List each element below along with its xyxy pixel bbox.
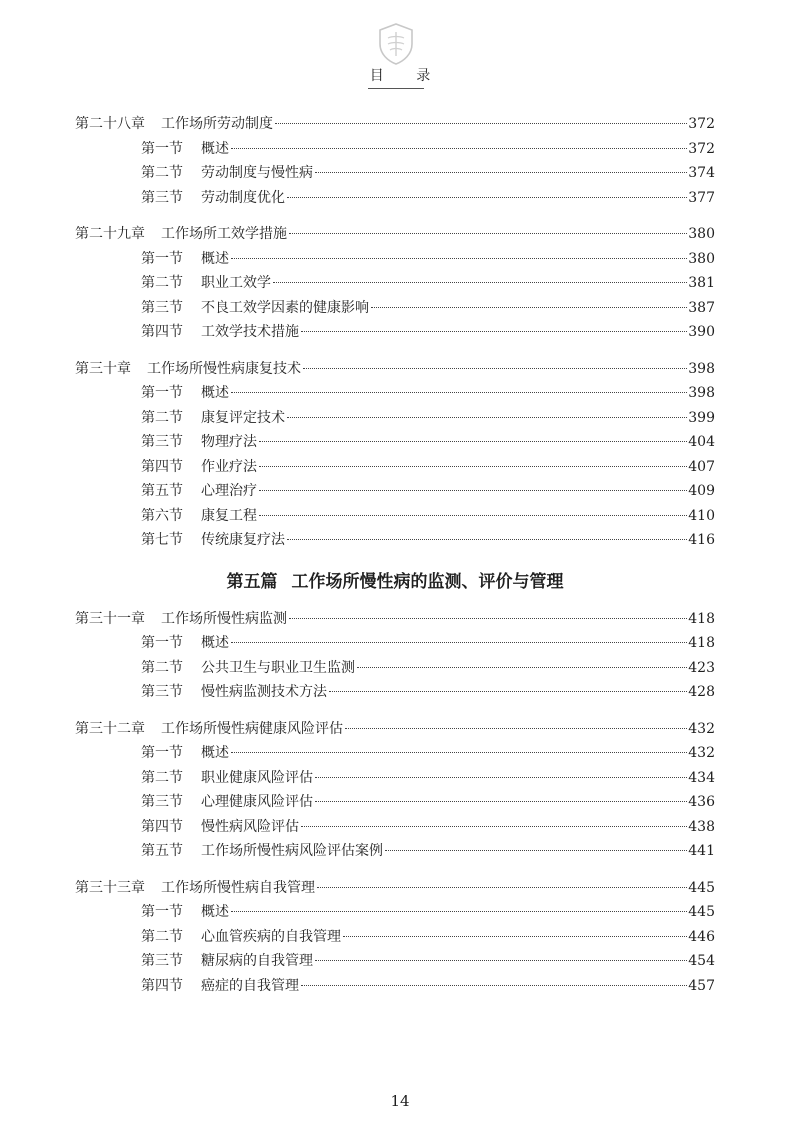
- section-entry[interactable]: [75, 186, 715, 211]
- section-entry-title: 传统康复疗法: [201, 532, 285, 548]
- section-entry-number: 第一节: [141, 140, 183, 157]
- chapter-entry-page: 445: [688, 879, 715, 896]
- page-number: 14: [390, 1092, 410, 1110]
- section-entry-heading: [141, 430, 257, 455]
- chapter-entry-heading: [75, 717, 343, 742]
- section-entry-page: 418: [688, 635, 715, 651]
- chapter-entry-heading: [75, 222, 287, 247]
- section-entry-number: 第三节: [141, 299, 183, 316]
- section-entry-page: 423: [688, 659, 715, 676]
- section-entry-title: 工作场所慢性病风险评估案例: [201, 843, 383, 859]
- dot-leader: [303, 368, 687, 369]
- chapter-entry-number: 第三十二章: [75, 720, 145, 737]
- section-entry-title: 心理健康风险评估: [201, 794, 313, 810]
- chapter-entry[interactable]: [75, 222, 715, 247]
- section-entry-page: 380: [688, 250, 715, 267]
- section-entry-number: 第三节: [141, 434, 183, 450]
- section-entry-number: 第三节: [141, 953, 183, 969]
- section-entry[interactable]: [75, 656, 715, 681]
- section-entry-number: 第二节: [141, 165, 183, 181]
- section-entry[interactable]: [75, 631, 715, 656]
- section-entry-number: 第二节: [141, 275, 183, 291]
- section-entry[interactable]: [75, 528, 715, 553]
- section-entry-heading: [141, 455, 257, 480]
- section-entry-page: 387: [688, 299, 715, 316]
- section-entry-title: 心理治疗: [201, 483, 257, 499]
- dot-leader: [287, 539, 687, 540]
- section-entry-number: 第五节: [141, 843, 183, 859]
- section-entry[interactable]: [75, 741, 715, 766]
- chapter-entry-page: 372: [688, 116, 715, 132]
- dot-leader: [329, 691, 687, 692]
- chapter-entry[interactable]: [75, 607, 715, 632]
- section-entry-page: 434: [688, 769, 715, 786]
- section-entry[interactable]: [75, 320, 715, 345]
- section-entry[interactable]: [75, 296, 715, 321]
- dot-leader: [231, 642, 687, 643]
- section-entry-heading: [141, 296, 369, 321]
- chapter-entry-page: 380: [688, 226, 715, 242]
- section-entry-title: 物理疗法: [201, 434, 257, 450]
- section-entry-title: 工效学技术措施: [201, 324, 299, 340]
- dot-leader: [301, 985, 687, 986]
- chapter-entry-title: 工作场所慢性病监测: [161, 610, 287, 627]
- section-entry-title: 心血管疾病的自我管理: [201, 928, 341, 945]
- section-entry-page: 404: [688, 434, 715, 450]
- section-entry-title: 概述: [201, 385, 229, 401]
- section-entry[interactable]: [75, 925, 715, 950]
- dot-leader: [259, 515, 687, 516]
- section-entry[interactable]: [75, 815, 715, 840]
- dot-leader: [289, 618, 687, 619]
- chapter-block: [75, 222, 715, 345]
- chapter-entry[interactable]: [75, 876, 715, 901]
- section-entry-page: 407: [688, 458, 715, 475]
- chapter-entry-title: 工作场所劳动制度: [161, 116, 273, 132]
- chapter-block: [75, 717, 715, 864]
- section-entry-heading: [141, 900, 229, 925]
- section-entry-heading: [141, 406, 285, 431]
- section-entry[interactable]: [75, 766, 715, 791]
- shield-emblem-icon: [376, 22, 416, 66]
- section-entry-title: 职业健康风险评估: [201, 769, 313, 786]
- section-entry-title: 康复工程: [201, 507, 257, 524]
- section-entry-number: 第三节: [141, 684, 183, 700]
- section-entry-title: 概述: [201, 140, 229, 157]
- dot-leader: [315, 801, 687, 802]
- dot-leader: [231, 258, 687, 259]
- section-entry-page: 390: [688, 324, 715, 340]
- section-entry-title: 职业工效学: [201, 275, 271, 291]
- section-entry-heading: [141, 381, 229, 406]
- section-entry[interactable]: [75, 790, 715, 815]
- section-entry[interactable]: [75, 680, 715, 705]
- part-title: 工作场所慢性病的监测、评价与管理: [291, 571, 564, 592]
- section-entry-page: 377: [688, 189, 715, 206]
- section-entry-heading: [141, 656, 355, 681]
- section-entry-title: 癌症的自我管理: [201, 977, 299, 994]
- section-entry-page: 441: [688, 843, 715, 859]
- dot-leader: [301, 331, 687, 332]
- section-entry-heading: [141, 949, 313, 974]
- dot-leader: [259, 490, 687, 491]
- section-entry-page: 399: [688, 409, 715, 426]
- section-entry-number: 第七节: [141, 532, 183, 548]
- section-entry[interactable]: [75, 406, 715, 431]
- section-entry-number: 第一节: [141, 250, 183, 267]
- section-entry-heading: [141, 137, 229, 162]
- chapter-entry-title: 工作场所慢性病自我管理: [161, 879, 315, 896]
- section-entry-title: 不良工效学因素的健康影响: [201, 299, 369, 316]
- section-entry-heading: [141, 247, 229, 272]
- toc-group-before-part: [75, 112, 715, 553]
- dot-leader: [385, 850, 687, 851]
- chapter-entry-heading: [75, 876, 315, 901]
- part-heading: [75, 565, 715, 599]
- chapter-entry-page: 432: [688, 720, 715, 737]
- chapter-entry-number: 第三十章: [75, 360, 131, 377]
- section-entry[interactable]: [75, 479, 715, 504]
- dot-leader: [343, 936, 687, 937]
- section-entry-number: 第四节: [141, 458, 183, 475]
- table-of-contents: [75, 112, 715, 1010]
- section-entry-page: 410: [688, 507, 715, 524]
- dot-leader: [231, 148, 687, 149]
- section-entry-number: 第四节: [141, 324, 183, 340]
- section-entry-title: 概述: [201, 250, 229, 267]
- section-entry[interactable]: [75, 839, 715, 864]
- section-entry-title: 作业疗法: [201, 458, 257, 475]
- section-entry[interactable]: [75, 247, 715, 272]
- chapter-entry-number: 第二十八章: [75, 116, 145, 132]
- section-entry-number: 第二节: [141, 659, 183, 676]
- section-entry-heading: [141, 925, 341, 950]
- section-entry-page: 409: [688, 483, 715, 499]
- section-entry-title: 公共卫生与职业卫生监测: [201, 659, 355, 676]
- section-entry-page: 432: [688, 745, 715, 761]
- header-rule: [368, 88, 424, 89]
- section-entry-heading: [141, 161, 313, 186]
- chapter-entry-number: 第三十三章: [75, 879, 145, 896]
- chapter-block: [75, 112, 715, 210]
- dot-leader: [287, 197, 687, 198]
- chapter-block: [75, 607, 715, 705]
- section-entry-heading: [141, 631, 229, 656]
- chapter-entry-page: 398: [688, 360, 715, 377]
- section-entry-heading: [141, 271, 271, 296]
- section-entry-number: 第四节: [141, 818, 183, 835]
- section-entry-page: 372: [688, 140, 715, 157]
- section-entry-title: 概述: [201, 635, 229, 651]
- section-entry-number: 第一节: [141, 745, 183, 761]
- section-entry-number: 第五节: [141, 483, 183, 499]
- toc-header-title: 目 录: [369, 68, 445, 84]
- section-entry-heading: [141, 528, 285, 553]
- dot-leader: [301, 826, 687, 827]
- section-entry-heading: [141, 186, 285, 211]
- dot-leader: [275, 123, 687, 124]
- section-entry-number: 第二节: [141, 928, 183, 945]
- chapter-entry[interactable]: [75, 717, 715, 742]
- section-entry-page: 381: [688, 275, 715, 291]
- chapter-entry-number: 第三十一章: [75, 610, 145, 627]
- chapter-entry[interactable]: [75, 112, 715, 137]
- dot-leader: [345, 728, 687, 729]
- section-entry-page: 416: [688, 532, 715, 548]
- chapter-entry[interactable]: [75, 357, 715, 382]
- section-entry-number: 第六节: [141, 507, 183, 524]
- section-entry-heading: [141, 479, 257, 504]
- dot-leader: [231, 392, 687, 393]
- section-entry-page: 398: [688, 385, 715, 401]
- chapter-entry-page: 418: [688, 610, 715, 627]
- dot-leader: [315, 777, 687, 778]
- part-number: 第五篇: [226, 571, 278, 592]
- section-entry-page: 454: [688, 953, 715, 969]
- section-entry-number: 第一节: [141, 635, 183, 651]
- section-entry-page: 445: [688, 904, 715, 920]
- section-entry-number: 第三节: [141, 189, 183, 206]
- section-entry[interactable]: [75, 271, 715, 296]
- dot-leader: [273, 282, 687, 283]
- dot-leader: [371, 307, 687, 308]
- section-entry-heading: [141, 839, 383, 864]
- dot-leader: [231, 911, 687, 912]
- section-entry-title: 概述: [201, 745, 229, 761]
- section-entry-heading: [141, 766, 313, 791]
- section-entry-title: 劳动制度与慢性病: [201, 165, 313, 181]
- section-entry[interactable]: [75, 949, 715, 974]
- section-entry-title: 糖尿病的自我管理: [201, 953, 313, 969]
- section-entry[interactable]: [75, 900, 715, 925]
- dot-leader: [259, 441, 687, 442]
- section-entry[interactable]: [75, 161, 715, 186]
- chapter-entry-title: 工作场所慢性病康复技术: [147, 360, 301, 377]
- section-entry-page: 374: [688, 165, 715, 181]
- chapter-block: [75, 357, 715, 553]
- dot-leader: [289, 233, 687, 234]
- section-entry[interactable]: [75, 455, 715, 480]
- section-entry-heading: [141, 741, 229, 766]
- section-entry-heading: [141, 974, 299, 999]
- section-entry-title: 康复评定技术: [201, 409, 285, 426]
- section-entry[interactable]: [75, 137, 715, 162]
- section-entry-title: 慢性病监测技术方法: [201, 684, 327, 700]
- section-entry-page: 438: [688, 818, 715, 835]
- chapter-entry-heading: [75, 112, 273, 137]
- section-entry[interactable]: [75, 974, 715, 999]
- section-entry[interactable]: [75, 430, 715, 455]
- chapter-entry-title: 工作场所慢性病健康风险评估: [161, 720, 343, 737]
- section-entry-number: 第二节: [141, 409, 183, 426]
- chapter-entry-heading: [75, 357, 301, 382]
- section-entry-number: 第三节: [141, 794, 183, 810]
- section-entry-heading: [141, 680, 327, 705]
- dot-leader: [315, 172, 687, 173]
- section-entry-number: 第二节: [141, 769, 183, 786]
- section-entry-title: 劳动制度优化: [201, 189, 285, 206]
- toc-group-after-part: [75, 607, 715, 999]
- section-entry[interactable]: [75, 381, 715, 406]
- dot-leader: [287, 417, 687, 418]
- section-entry-number: 第四节: [141, 977, 183, 994]
- section-entry-heading: [141, 815, 299, 840]
- dot-leader: [231, 752, 687, 753]
- section-entry-heading: [141, 790, 313, 815]
- chapter-entry-number: 第二十九章: [75, 226, 145, 242]
- section-entry-page: 428: [688, 684, 715, 700]
- section-entry-page: 446: [688, 928, 715, 945]
- section-entry-page: 457: [688, 977, 715, 994]
- section-entry-number: 第一节: [141, 904, 183, 920]
- dot-leader: [317, 887, 687, 888]
- section-entry-title: 慢性病风险评估: [201, 818, 299, 835]
- dot-leader: [259, 466, 687, 467]
- section-entry-heading: [141, 504, 257, 529]
- dot-leader: [357, 667, 687, 668]
- section-entry-page: 436: [688, 794, 715, 810]
- chapter-block: [75, 876, 715, 999]
- dot-leader: [315, 960, 687, 961]
- section-entry-title: 概述: [201, 904, 229, 920]
- section-entry[interactable]: [75, 504, 715, 529]
- section-entry-heading: [141, 320, 299, 345]
- chapter-entry-heading: [75, 607, 287, 632]
- chapter-entry-title: 工作场所工效学措施: [161, 226, 287, 242]
- section-entry-number: 第一节: [141, 385, 183, 401]
